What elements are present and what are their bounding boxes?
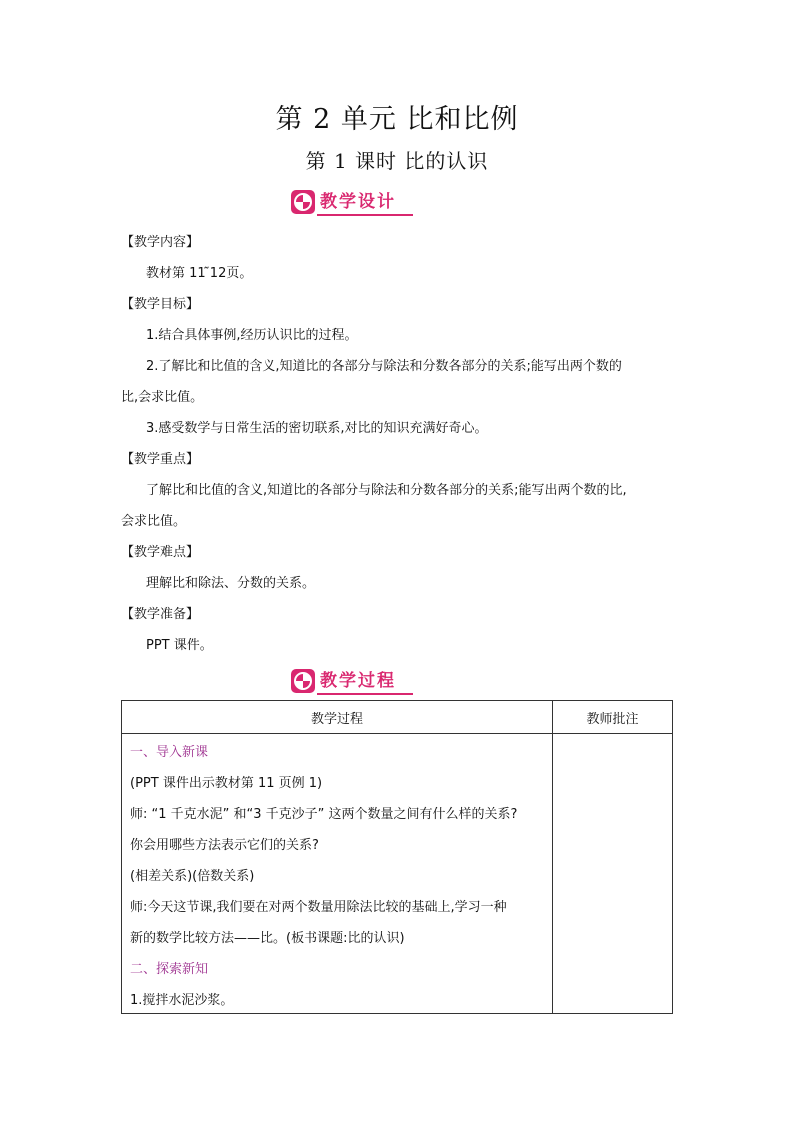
goal-2-line-2: 比,会求比值。	[121, 390, 204, 405]
column-header-notes: 教师批注	[553, 701, 673, 734]
lesson-title: 第 1 课时 比的认识	[305, 149, 489, 173]
badge-teaching-process	[291, 669, 413, 695]
badge-label: 教学设计	[320, 192, 396, 212]
process-line: (PPT 课件出示教材第 11 页例 1)	[130, 776, 323, 791]
content-text: 教材第 11 ̃12页。	[146, 266, 253, 281]
goal-3: 3.感受数学与日常生活的密切联系,对比的知识充满好奇心。	[146, 421, 488, 436]
process-cell	[122, 734, 553, 1014]
section-head-content: 【教学内容】	[121, 235, 200, 250]
badge-underline	[317, 693, 413, 695]
swirl-logo-icon	[291, 190, 315, 214]
section-head-key-points: 【教学重点】	[121, 452, 200, 467]
process-line: 你会用哪些方法表示它们的关系?	[130, 838, 319, 853]
goal-2-line-1: 2.了解比和比值的含义,知道比的各部分与除法和分数各部分的关系;能写出两个数的	[146, 359, 622, 374]
section-head-difficulties: 【教学难点】	[121, 545, 200, 560]
badge-label: 教学过程	[320, 671, 396, 691]
process-section-intro: 一、导入新课	[130, 745, 209, 760]
process-line: 新的数学比较方法——比。(板书课题:比的认识)	[130, 931, 405, 946]
notes-cell	[553, 734, 673, 1014]
badge-teaching-design	[291, 190, 413, 216]
table-header-row	[122, 701, 673, 734]
badge-underline	[317, 214, 413, 216]
difficulty-text: 理解比和除法、分数的关系。	[146, 576, 316, 591]
preparation-text: PPT 课件。	[146, 638, 213, 653]
section-head-preparation: 【教学准备】	[121, 607, 200, 622]
process-line: 师:今天这节课,我们要在对两个数量用除法比较的基础上,学习一种	[130, 900, 507, 915]
column-header-process: 教学过程	[122, 701, 553, 734]
swirl-logo-icon	[291, 669, 315, 693]
process-line: 师: “1 千克水泥” 和“3 千克沙子” 这两个数量之间有什么样的关系?	[130, 807, 518, 822]
unit-title: 第 2 单元 比和比例	[275, 104, 519, 135]
process-line: (相差关系)(倍数关系)	[130, 869, 255, 884]
section-head-goals: 【教学目标】	[121, 297, 200, 312]
goal-1: 1.结合具体事例,经历认识比的过程。	[146, 328, 358, 343]
key-line-2: 会求比值。	[121, 514, 187, 529]
process-line: 1.搅拌水泥沙浆。	[130, 993, 234, 1008]
table-row	[122, 734, 673, 1014]
process-section-explore: 二、探索新知	[130, 962, 209, 977]
process-table	[121, 700, 673, 1014]
key-line-1: 了解比和比值的含义,知道比的各部分与除法和分数各部分的关系;能写出两个数的比,	[146, 483, 627, 498]
